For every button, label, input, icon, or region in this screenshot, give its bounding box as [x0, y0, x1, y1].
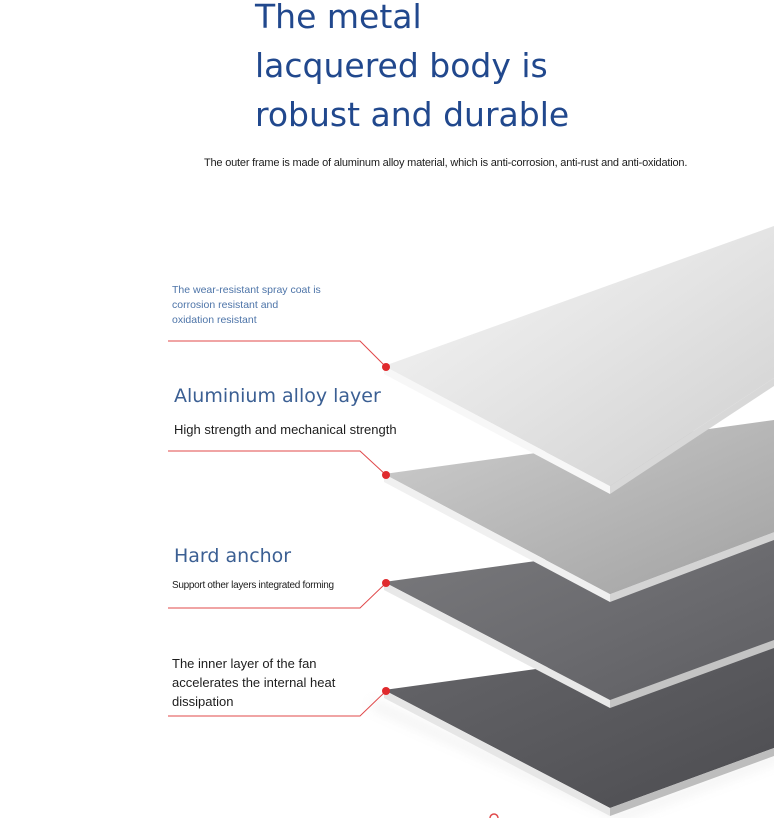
- callout-dot-inner: [382, 687, 390, 695]
- inner-layer-note: The inner layer of the fan accelerates the internal heat dissipation: [172, 656, 336, 709]
- callout-dot-aluminium: [382, 471, 390, 479]
- bottom-marker: [490, 814, 498, 818]
- callout-line-aluminium: [168, 451, 386, 475]
- coating-note: The wear-resistant spray coat is corrosion resistant and oxidation resistant: [172, 284, 321, 326]
- hard-anchor-description: Support other layers integrated forming: [172, 580, 334, 591]
- callout-dot-anchor: [382, 579, 390, 587]
- callout-dot-coating: [382, 363, 390, 371]
- hard-anchor-title: Hard anchor: [174, 545, 292, 567]
- callout-dots: [382, 363, 390, 695]
- page-title: The metal lacquered body is robust and durable: [255, 0, 570, 134]
- callout-line-coating: [168, 341, 386, 367]
- aluminium-layer-title: Aluminium alloy layer: [174, 385, 381, 407]
- aluminium-layer-description: High strength and mechanical strength: [174, 422, 397, 437]
- page-subtitle: The outer frame is made of aluminum alloy material, which is anti-corrosion, anti-rust and anti-oxidation.: [204, 157, 688, 169]
